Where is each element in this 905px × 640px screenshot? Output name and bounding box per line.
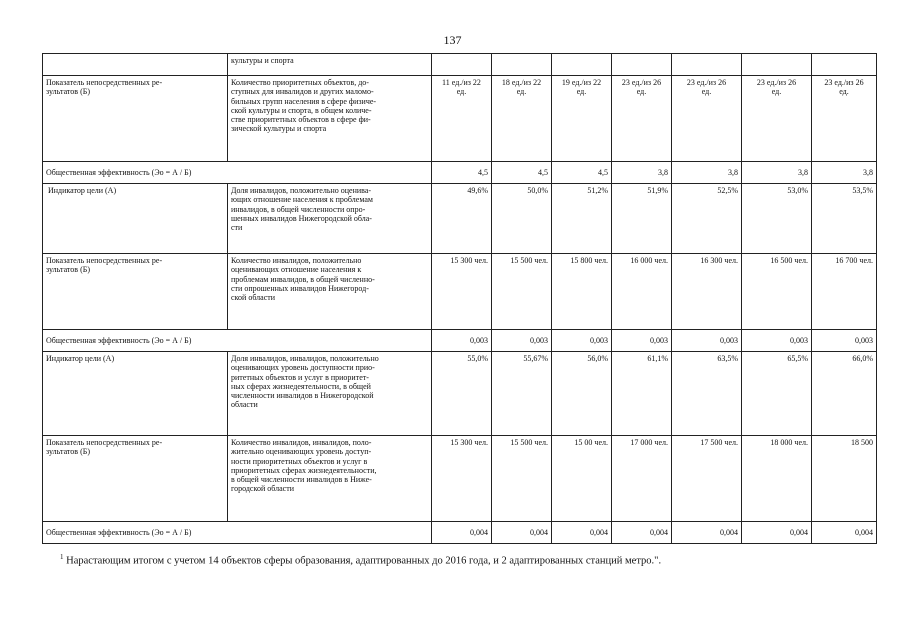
row-label: Показатель непосредственных ре- зультатов (Б) [43,254,228,330]
page-number: 137 [443,33,462,47]
value-cell: 0,004 [612,522,672,544]
value-cell: 23 ед./из 26 ед. [812,76,877,162]
value-cell: 15 500 чел. [492,436,552,522]
value-cell: 0,004 [432,522,492,544]
efficiency-label: Общественная эффективность (Эо = А / Б) [43,330,432,352]
row-label: Показатель непосредственных ре- зультатов (Б) [43,76,228,162]
continuation-text: культуры и спорта [228,54,432,76]
value-cell: 56,0% [552,352,612,436]
value-cell: 18 500 [812,436,877,522]
value-cell: 53,5% [812,184,877,254]
value-cell: 4,5 [492,162,552,184]
row-label: Индикатор цели (А) [43,184,228,254]
value-cell: 66,0% [812,352,877,436]
value-cell: 51,9% [612,184,672,254]
table-row [43,254,877,330]
table-row [43,184,877,254]
value-cell: 3,8 [812,162,877,184]
efficiency-row [43,162,877,184]
value-cell: 3,8 [672,162,742,184]
row-label: Показатель непосредственных ре- зультатов (Б) [43,436,228,522]
value-cell: 55,67% [492,352,552,436]
row-description: Количество инвалидов, инвалидов, поло- жительно оценивающих уровень доступ- ности приоритетных объектов и услуг в приоритетных сферах жизнедеятельности, в общей численности инвалидов в Ниже- городской области [228,436,432,522]
value-cell: 0,004 [552,522,612,544]
value-cell: 15 300 чел. [432,436,492,522]
value-cell: 0,004 [672,522,742,544]
value-cell: 0,004 [812,522,877,544]
value-cell: 16 300 чел. [672,254,742,330]
efficiency-label: Общественная эффективность (Эо = А / Б) [43,162,432,184]
continuation-row [43,54,877,76]
footnote-text: Нарастающим итогом с учетом 14 объектов сферы образования, адаптированных до 2016 года, и 2 адаптированных станций метро.". [63,555,662,567]
value-cell: 3,8 [612,162,672,184]
row-description: Доля инвалидов, инвалидов, положительно оценивающих уровень доступности прио- ритетных объектов и услуг в приоритет- ных сферах жизнедеятельности, в общей численности инвалидов в Нижегородской области [228,352,432,436]
value-cell: 17 500 чел. [672,436,742,522]
value-cell: 16 700 чел. [812,254,877,330]
value-cell: 0,003 [812,330,877,352]
value-cell: 61,1% [612,352,672,436]
value-cell: 23 ед./из 26 ед. [612,76,672,162]
value-cell: 23 ед./из 26 ед. [672,76,742,162]
value-cell: 11 ед./из 22 ед. [432,76,492,162]
value-cell: 16 500 чел. [742,254,812,330]
value-cell: 0,003 [742,330,812,352]
value-cell: 0,004 [492,522,552,544]
value-cell: 15 00 чел. [552,436,612,522]
footnote-marker: 1 [60,553,64,561]
value-cell: 18 000 чел. [742,436,812,522]
value-cell: 50,0% [492,184,552,254]
efficiency-row [43,330,877,352]
value-cell: 23 ед./из 26 ед. [742,76,812,162]
value-cell: 49,6% [432,184,492,254]
table-row [43,76,877,162]
value-cell: 55,0% [432,352,492,436]
footnote [60,553,661,567]
value-cell: 53,0% [742,184,812,254]
table-row [43,352,877,436]
value-cell: 0,003 [432,330,492,352]
value-cell: 3,8 [742,162,812,184]
value-cell: 4,5 [432,162,492,184]
indicator-table [42,53,877,544]
value-cell: 65,5% [742,352,812,436]
value-cell: 19 ед./из 22 ед. [552,76,612,162]
value-cell: 52,5% [672,184,742,254]
value-cell: 0,004 [742,522,812,544]
row-description: Количество приоритетных объектов, до- ступных для инвалидов и других маломо- бильных групп населения в сфере физиче- ской культуры и спорта, в общем количе- стве приоритетных объектов в сфере фи- зической культуры и спорта [228,76,432,162]
value-cell: 17 000 чел. [612,436,672,522]
value-cell: 15 300 чел. [432,254,492,330]
efficiency-row [43,522,877,544]
efficiency-label: Общественная эффективность (Эо = А / Б) [43,522,432,544]
value-cell: 16 000 чел. [612,254,672,330]
table-row [43,436,877,522]
value-cell: 18 ед./из 22 ед. [492,76,552,162]
value-cell: 0,003 [552,330,612,352]
value-cell: 0,003 [672,330,742,352]
row-label: Индикатор цели (А) [43,352,228,436]
value-cell: 51,2% [552,184,612,254]
value-cell: 0,003 [612,330,672,352]
row-description: Количество инвалидов, положительно оценивающих отношение населения к проблемам инвалидов, в общей численно- сти опрошенных инвалидов Нижегород- ской области [228,254,432,330]
value-cell: 63,5% [672,352,742,436]
row-description: Доля инвалидов, положительно оценива- ющих отношение населения к проблемам инвалидов, в общей численности опро- шенных инвалидов Нижегородской обла- сти [228,184,432,254]
value-cell: 4,5 [552,162,612,184]
value-cell: 15 800 чел. [552,254,612,330]
value-cell: 15 500 чел. [492,254,552,330]
value-cell: 0,003 [492,330,552,352]
